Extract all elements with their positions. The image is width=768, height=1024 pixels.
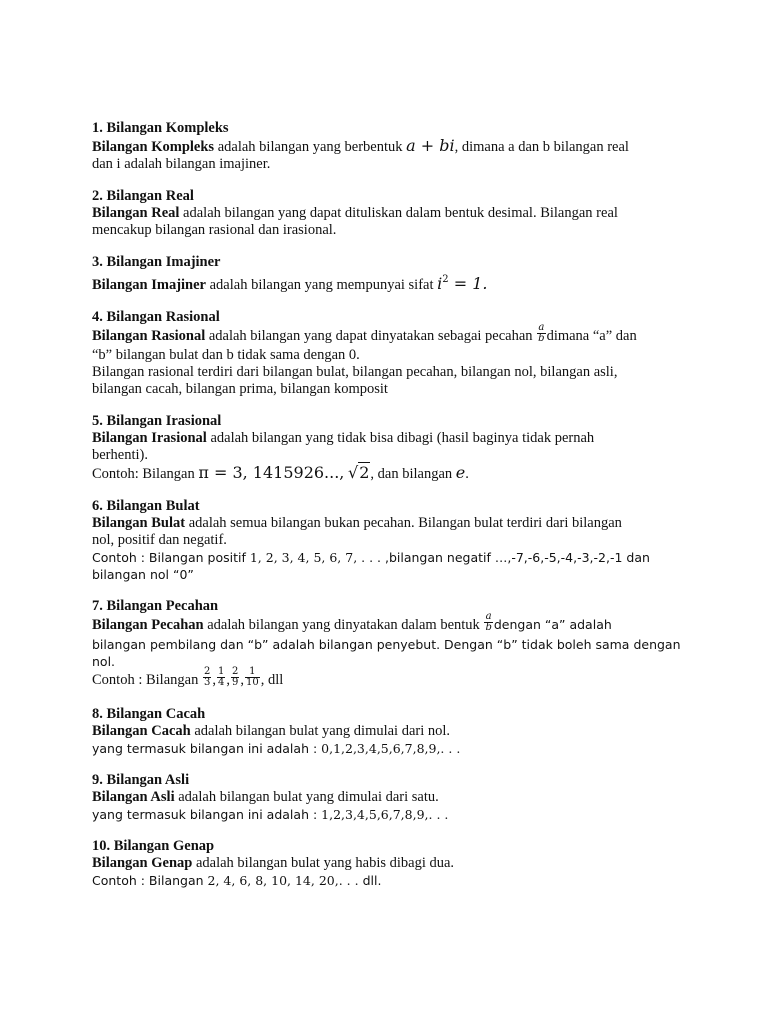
section-bilangan-pecahan [92, 598, 681, 691]
text: adalah bilangan bulat yang dimulai dari nol. [190, 723, 451, 739]
fraction-numerator: a [538, 322, 545, 333]
definition-line: nol. [92, 654, 116, 669]
section-heading: 8. Bilangan Cacah [92, 706, 206, 722]
section-bilangan-imajiner [92, 254, 676, 294]
sqrt-radicand: 2 [359, 463, 370, 482]
text: Contoh : Bilangan [92, 873, 208, 888]
example-line [92, 549, 676, 566]
definition-line [92, 322, 676, 347]
term: Bilangan Cacah [92, 723, 191, 739]
text: , dan bilangan [370, 466, 456, 482]
text: adalah bilangan yang dapat dituliskan dalam bentuk desimal. Bilangan real [179, 205, 618, 221]
section-heading: 1. Bilangan Kompleks [92, 120, 229, 136]
example-line [92, 740, 676, 757]
math-pi: π = 3, 1415926..., [198, 463, 345, 482]
term: Bilangan Real [92, 205, 180, 221]
section-heading: 9. Bilangan Asli [92, 772, 190, 788]
text: ,-7,-6,-5,-4,-3,-2,-1 dan [507, 550, 650, 565]
term: Bilangan Kompleks [92, 139, 215, 155]
math-expression [437, 274, 487, 293]
definition-line: bilangan pembilang dan “b” adalah bilangan penyebut. Dengan “b” tidak boleh sama dengan [92, 637, 681, 652]
math-expression: a + bi [406, 136, 455, 155]
text: adalah bilangan yang dapat dinyatakan sebagai pecahan [205, 327, 537, 344]
text: adalah bilangan yang mempunyai sifat [206, 277, 438, 293]
fraction [217, 667, 225, 688]
definition-line [92, 271, 676, 294]
math-exponent: 2 [442, 274, 449, 285]
section-bilangan-cacah [92, 706, 676, 757]
fraction-denominator: 10 [245, 677, 259, 688]
text: , dimana a dan b bilangan real [454, 139, 629, 155]
term: Bilangan Irasional [92, 430, 207, 446]
term: Bilangan Imajiner [92, 277, 206, 293]
definition-line [92, 430, 676, 447]
section-heading: 4. Bilangan Rasional [92, 309, 220, 325]
definition-line: bilangan cacah, bilangan prima, bilangan komposit [92, 381, 388, 397]
definition-line [92, 515, 676, 532]
definition-line: nol, positif dan negatif. [92, 532, 227, 548]
math-base: i [437, 274, 443, 293]
math-sqrt: √2 [348, 463, 370, 482]
section-heading: 2. Bilangan Real [92, 188, 194, 204]
fraction-numerator: 2 [203, 666, 211, 677]
number-list: 1,2,3,4,5,6,7,8,9,. . . [321, 807, 449, 822]
definition-line [92, 611, 676, 636]
text: dimana “a” dan [546, 327, 637, 344]
section-bilangan-rasional [92, 309, 676, 398]
math-e: e [455, 463, 466, 482]
term: Bilangan Genap [92, 855, 193, 871]
text: Contoh : Bilangan positif [92, 550, 250, 565]
fraction [245, 667, 260, 688]
example-line: bilangan nol “0” [92, 567, 194, 582]
fraction-numerator: 1 [245, 667, 260, 678]
definition-line [92, 855, 676, 872]
section-heading: 6. Bilangan Bulat [92, 498, 200, 514]
fraction-numerator: a [485, 611, 492, 622]
text: , dll [260, 671, 284, 688]
number-list: 1, 2, 3, 4, 5, 6, 7, . . . [249, 550, 382, 565]
definition-line [92, 137, 676, 156]
fraction [537, 323, 545, 344]
fraction [203, 667, 211, 688]
text: adalah bilangan bulat yang dimulai dari satu. [174, 789, 439, 805]
example-line [92, 806, 676, 823]
text: adalah bilangan yang berbentuk [214, 139, 407, 155]
number-list: 2, 4, 6, 8, 10, 14, 20,. . . [207, 873, 359, 888]
definition-line: “b” bilangan bulat dan b tidak sama dengan 0. [92, 347, 360, 363]
definition-line: dan i adalah bilangan imajiner. [92, 156, 271, 172]
math-rest: = 1. [448, 274, 488, 293]
definition-line [92, 789, 676, 806]
fraction [484, 612, 492, 633]
term: Bilangan Bulat [92, 515, 186, 531]
text: dll. [358, 873, 382, 888]
term: Bilangan Pecahan [92, 616, 204, 633]
ellipsis: … [494, 550, 508, 565]
section-bilangan-asli [92, 772, 676, 823]
fraction-numerator: 2 [231, 666, 239, 677]
section-heading: 7. Bilangan Pecahan [92, 598, 219, 614]
text: dengan “a” adalah [493, 616, 612, 632]
section-bilangan-kompleks [92, 120, 676, 173]
section-bilangan-real [92, 188, 676, 239]
definition-line: mencakup bilangan rasional dan irasional. [92, 222, 337, 238]
definition-line: berhenti). [92, 447, 148, 463]
definition-line: Bilangan rasional terdiri dari bilangan bulat, bilangan pecahan, bilangan nol, bilangan asli, [92, 364, 618, 380]
fraction-numerator: 1 [217, 666, 225, 677]
fraction-denominator: 4 [217, 677, 225, 688]
fraction-denominator: b [538, 333, 545, 344]
term: Bilangan Rasional [92, 327, 206, 344]
text: adalah bilangan bulat yang habis dibagi dua. [192, 855, 455, 871]
section-bilangan-genap [92, 838, 676, 889]
fraction [231, 667, 239, 688]
text: adalah bilangan yang tidak bisa dibagi (hasil baginya tidak pernah [206, 430, 595, 446]
section-bilangan-bulat [92, 498, 676, 583]
text: Contoh: Bilangan [92, 466, 199, 482]
example-line [92, 872, 676, 889]
definition-line [92, 205, 676, 222]
definition-line [92, 723, 676, 740]
example-line: Contoh : Bilangan $\frac{2}{3}$ , $\frac{1}{4}$ , $\frac{2}{9}$ , $\frac{1}{10}$ , dll [92, 666, 284, 688]
fraction-denominator: 9 [231, 677, 239, 688]
number-list: 0,1,2,3,4,5,6,7,8,9,. . . [321, 741, 461, 756]
section-bilangan-irasional [92, 413, 676, 483]
fraction-denominator: 3 [203, 677, 211, 688]
text: yang termasuk bilangan ini adalah : [92, 741, 322, 756]
section-heading: 10. Bilangan Genap [92, 838, 215, 854]
fraction-denominator: b [485, 622, 492, 633]
section-heading: 3. Bilangan Imajiner [92, 254, 221, 270]
text: ,bilangan negatif [381, 550, 495, 565]
section-heading: 5. Bilangan Irasional [92, 413, 222, 429]
text: adalah semua bilangan bukan pecahan. Bilangan bulat terdiri dari bilangan [185, 515, 622, 531]
text: . [465, 466, 469, 482]
term: Bilangan Asli [92, 789, 175, 805]
example-line [92, 464, 676, 483]
text: adalah bilangan yang dinyatakan dalam bentuk [203, 616, 484, 633]
text: Contoh : Bilangan [92, 671, 202, 688]
text: yang termasuk bilangan ini adalah : [92, 807, 322, 822]
